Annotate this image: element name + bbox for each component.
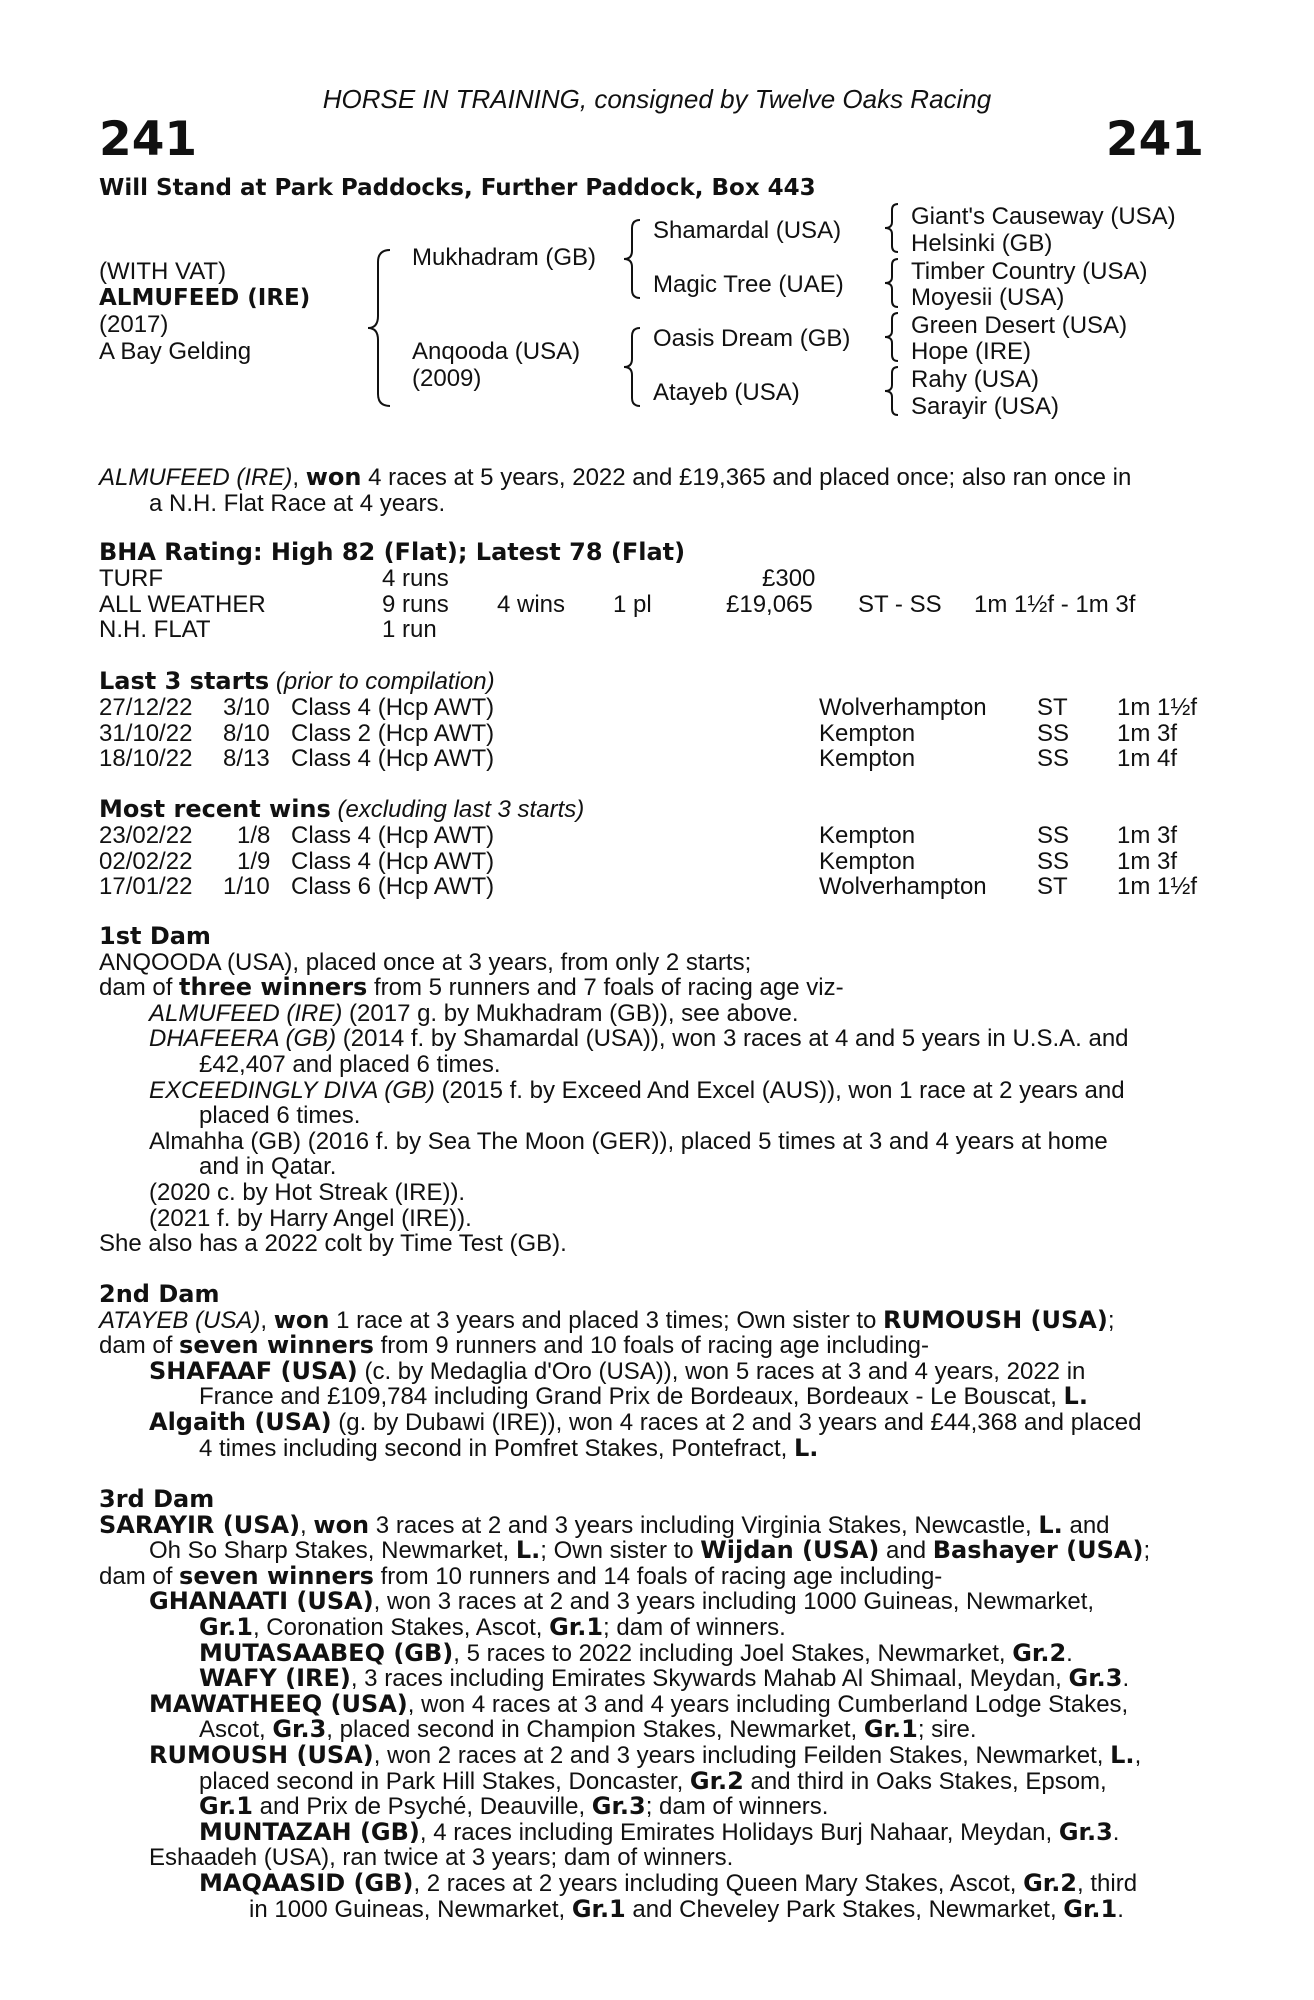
bha-rating-table bbox=[99, 566, 1204, 643]
bha-row-all-weather: ALL WEATHER 9 runs 4 wins 1 pl £19,065 ST - SS 1m 1½f - 1m 3f bbox=[99, 590, 1136, 618]
bha-rating-heading: BHA Rating: High 82 (Flat); Latest 78 (Flat) bbox=[99, 538, 686, 566]
lot-number-right: 241 bbox=[1105, 112, 1204, 167]
last-start-row: 18/10/22 8/13 Class 4 (Hcp AWT) Kempton SS 1m 4f bbox=[99, 745, 1178, 773]
pedigree-sire-dam: Magic Tree (UAE) bbox=[653, 271, 844, 298]
horse-vat: (WITH VAT) bbox=[99, 258, 227, 285]
consignor-header: HORSE IN TRAINING, consigned by Twelve Oaks Racing bbox=[322, 84, 992, 114]
pedigree-dam-year: (2009) bbox=[412, 365, 482, 392]
last-start-row: 31/10/22 8/10 Class 2 (Hcp AWT) Kempton SS 1m 3f bbox=[99, 719, 1178, 747]
third-dam-section: 3rd Dam SARAYIR (USA), won 3 races at 2 and 3 years including Virginia Stakes, Newcastle, L. and Oh So Sharp Stakes, Newmarket, L.; Own sister to Wijdan (USA) and Bashayer (USA); dam of seven winners from 10 runners and 14 foals of racing age including- GHANAATI (USA), won 3 races at 2 and 3 years including 1000 Guineas, Newmarket, Gr.1, Coronation Stakes, Ascot, Gr.1; dam of winners. MUTASAABEQ (GB), 5 races to 2022 including Joel Stakes, Newmarket, Gr.2. WAFY (IRE), 3 races including Emirates Skywards Mahab Al Shimaal, Meydan, Gr.3. MAWATHEEQ (USA), won 4 races at 3 and 4 years including Cumberland Lodge Stakes, Ascot, Gr.3, placed second in Champion Stakes, Newmarket, Gr.1; sire. RUMOUSH (USA), won 2 races at 2 and 3 years including Feilden Stakes, Newmarket, L., placed second in Park Hill Stakes, Doncaster, Gr.2 and third in Oaks Stakes, Epsom, Gr.1 and Prix de Psyché, Deauville, Gr.3; dam of winners. MUNTAZAH (GB), 4 races including Emirates Holidays Burj Nahaar, Meydan, Gr.3. Eshaadeh (USA), ran twice at 3 years; dam of winners. MAQAASID (GB), 2 races at 2 years including Queen Mary Stakes, Ascot, Gr.2, third in 1000 Guineas, Newmarket, Gr.1 and Cheveley Park Stakes, Newmarket, Gr.1. bbox=[99, 1487, 1204, 1922]
recent-win-row: 17/01/22 1/10 Class 6 (Hcp AWT) Wolverhampton ST 1m 1½f bbox=[99, 873, 1198, 901]
pedigree-brace-dd bbox=[880, 365, 904, 417]
first-dam-heading: 1st Dam bbox=[99, 922, 211, 950]
pedigree-sss: Giant's Causeway (USA) bbox=[911, 203, 1176, 230]
pedigree-brace-ss bbox=[880, 202, 904, 254]
second-dam-section: 2nd Dam ATAYEB (USA), won 1 race at 3 years and placed 3 times; Own sister to RUMOUSH (USA); dam of seven winners from 9 runners and 10 foals of racing age including- SHAFAAF (USA) (c. by Medaglia d'Oro (USA)), won 5 races at 3 and 4 years, 2022 in France and £109,784 including Grand Prix de Bordeaux, Bordeaux - Le Bouscat, L. Algaith (USA) (g. by Dubawi (IRE)), won 4 races at 2 and 3 years and £44,368 and placed 4 times including second in Pomfret Stakes, Pontefract, L. bbox=[99, 1282, 1204, 1461]
horse-name: ALMUFEED (IRE) bbox=[99, 285, 311, 311]
horse-description: A Bay Gelding bbox=[99, 338, 252, 365]
pedigree-dsd: Hope (IRE) bbox=[911, 338, 1032, 365]
pedigree-sdd: Moyesii (USA) bbox=[911, 284, 1065, 311]
pedigree-dam: Anqooda (USA) bbox=[412, 338, 581, 365]
last-start-row: 27/12/22 3/10 Class 4 (Hcp AWT) Wolverhampton ST 1m 1½f bbox=[99, 694, 1198, 721]
bha-row-nh-flat: N.H. FLAT 1 run bbox=[99, 616, 437, 644]
pedigree-brace-sire bbox=[618, 218, 648, 300]
race-summary: ALMUFEED (IRE), won 4 races at 5 years, 2022 and £19,365 and placed once; also ran once in a N.H. Flat Race at 4 years. bbox=[99, 463, 1132, 517]
first-dam-section: 1st Dam ANQOODA (USA), placed once at 3 years, from only 2 starts; dam of three winners from 5 runners and 7 foals of racing age viz- ALMUFEED (IRE) (2017 g. by Mukhadram (GB)), see above. DHAFEERA (GB) (2014 f. by Shamardal (USA)), won 3 races at 4 and 5 years in U.S.A. and £42,407 and placed 6 times. EXCEEDINGLY DIVA (GB) (2015 f. by Exceed And Excel (AUS)), won 1 race at 2 years and placed 6 times. Almahha (GB) (2016 f. by Sea The Moon (GER)), placed 5 times at 3 and 4 years at home and in Qatar. (2020 c. by Hot Streak (IRE)). (2021 f. by Harry Angel (IRE)). She also has a 2022 colt by Time Test (GB). bbox=[99, 924, 1204, 1257]
last-3-starts-table bbox=[99, 695, 1204, 772]
recent-wins-heading: Most recent wins (excluding last 3 starts) bbox=[99, 795, 585, 823]
pedigree-brace-ds bbox=[880, 311, 904, 363]
pedigree-sire-sire: Shamardal (USA) bbox=[653, 217, 842, 244]
pedigree-sds: Timber Country (USA) bbox=[911, 258, 1148, 285]
recent-wins-table bbox=[99, 823, 1204, 900]
stand-location: Will Stand at Park Paddocks, Further Paddock, Box 443 bbox=[99, 175, 816, 201]
recent-win-row: 23/02/22 1/8 Class 4 (Hcp AWT) Kempton SS 1m 3f bbox=[99, 822, 1178, 849]
pedigree-dss: Green Desert (USA) bbox=[911, 312, 1128, 339]
recent-win-row: 02/02/22 1/9 Class 4 (Hcp AWT) Kempton SS 1m 3f bbox=[99, 847, 1178, 875]
pedigree-brace-dam bbox=[618, 326, 648, 408]
pedigree-brace-main bbox=[360, 248, 400, 408]
pedigree-brace-sd bbox=[880, 257, 904, 309]
last-3-starts-heading: Last 3 starts (prior to compilation) bbox=[99, 667, 495, 695]
pedigree-dam-sire: Oasis Dream (GB) bbox=[653, 325, 851, 352]
pedigree-ddd: Sarayir (USA) bbox=[911, 393, 1060, 420]
horse-year: (2017) bbox=[99, 311, 169, 338]
pedigree-dds: Rahy (USA) bbox=[911, 366, 1040, 393]
pedigree-ssd: Helsinki (GB) bbox=[911, 230, 1053, 257]
pedigree-sire: Mukhadram (GB) bbox=[412, 244, 597, 271]
bha-row-turf: TURF 4 runs £300 bbox=[99, 565, 816, 592]
second-dam-heading: 2nd Dam bbox=[99, 1280, 220, 1308]
lot-number-left: 241 bbox=[99, 112, 198, 167]
pedigree-dam-dam: Atayeb (USA) bbox=[653, 379, 800, 406]
third-dam-heading: 3rd Dam bbox=[99, 1485, 215, 1513]
